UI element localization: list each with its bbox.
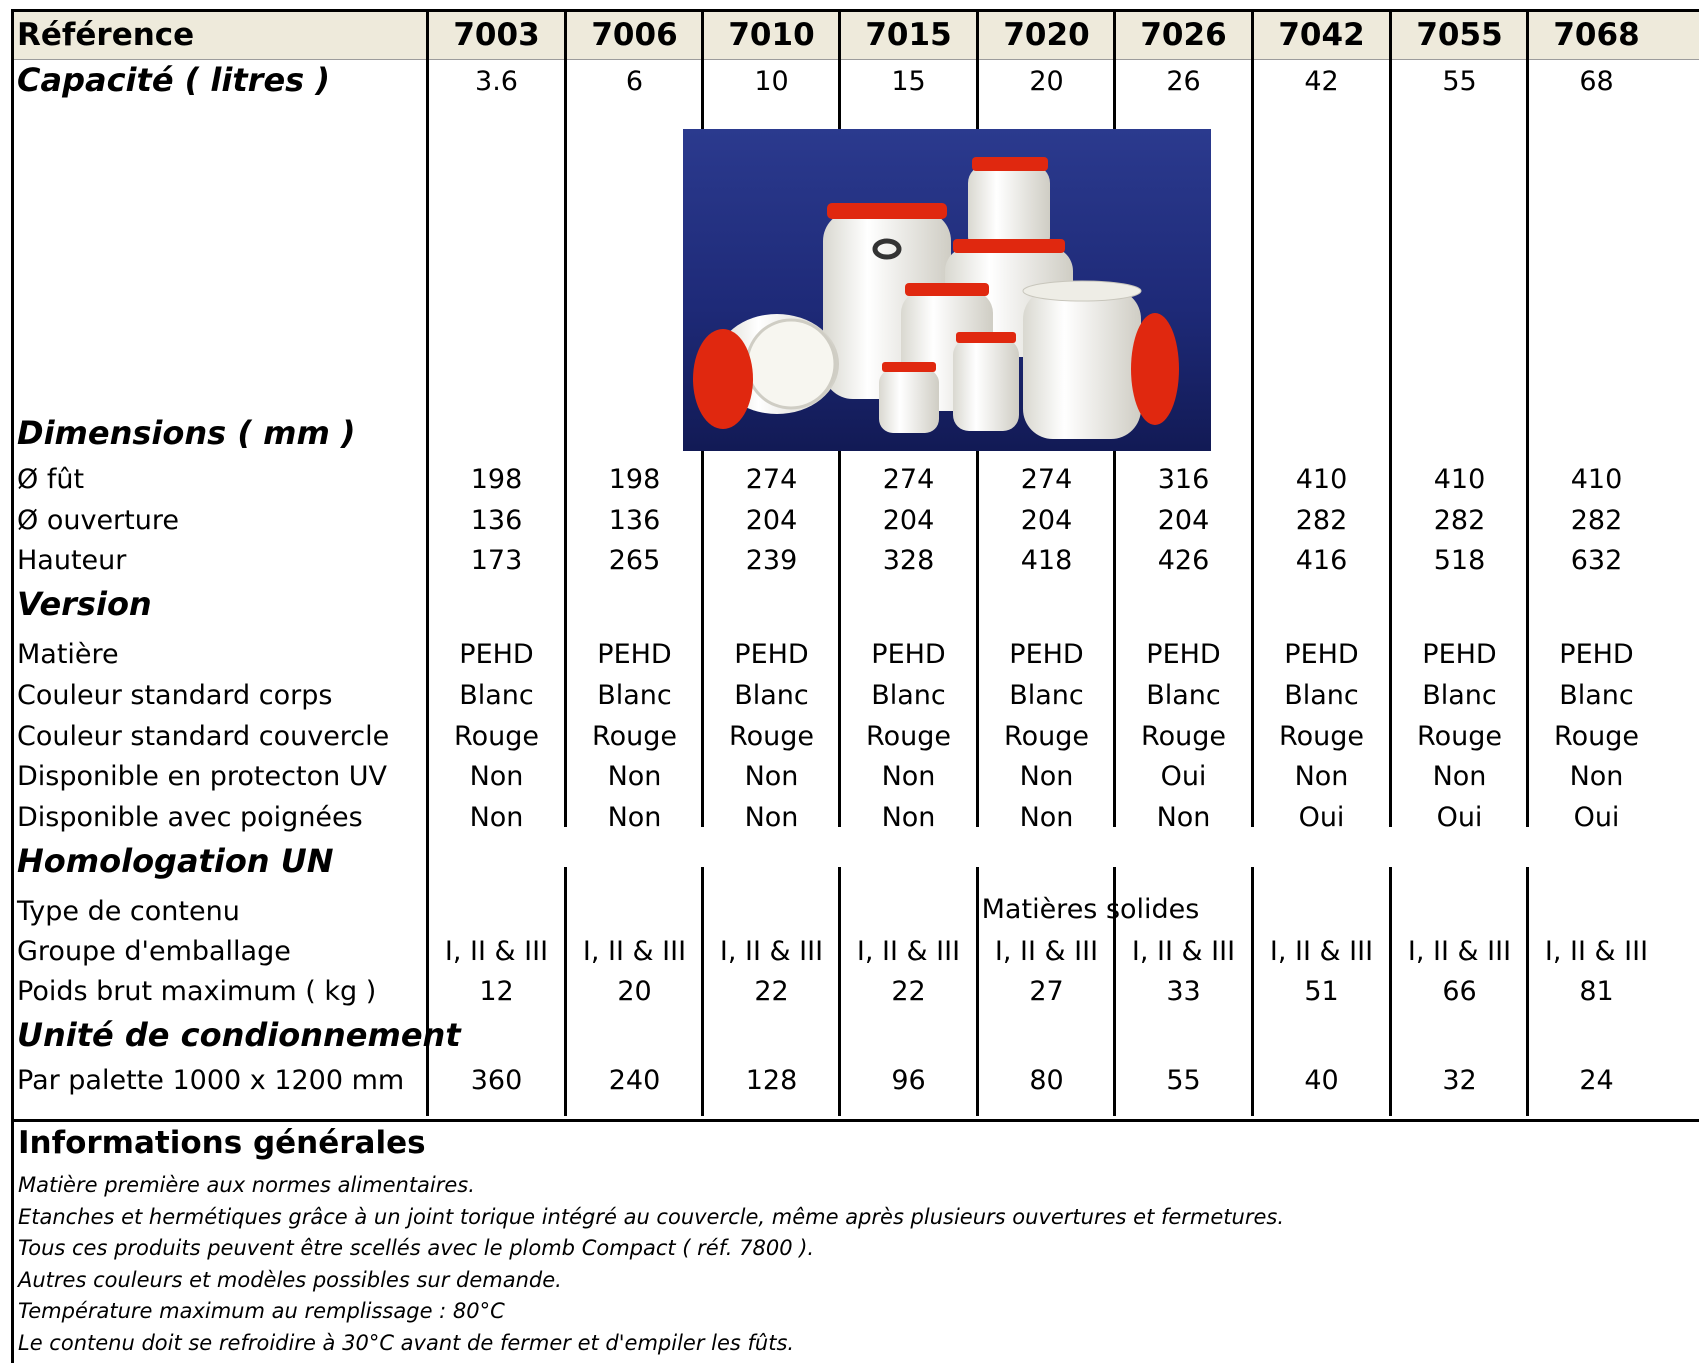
- cell-diam-ouverture: 282: [1433, 505, 1486, 536]
- general-info: [11, 1122, 1699, 1363]
- cell-couleur-couvercle: Rouge: [1417, 721, 1502, 752]
- cell-protection-uv: Non: [1019, 761, 1074, 792]
- cell-matiere: PEHD: [1284, 639, 1359, 670]
- info-line: Matière première aux normes alimentaires.: [18, 1173, 475, 1197]
- cell-capacite: 26: [1166, 66, 1201, 97]
- cell-capacite: 68: [1579, 66, 1614, 97]
- cell-couleur-corps: Blanc: [1422, 680, 1497, 711]
- cell-matiere: PEHD: [1146, 639, 1221, 670]
- section-title-version: Version: [17, 585, 152, 623]
- cell-poignees: Non: [881, 802, 936, 833]
- cell-diam-fut: 410: [1295, 464, 1348, 495]
- cell-groupe-emballage: I, II & III: [1269, 936, 1374, 967]
- cell-capacite: 55: [1442, 66, 1477, 97]
- cell-par-palette: 360: [470, 1065, 523, 1096]
- cell-poids-brut: 22: [891, 976, 926, 1007]
- cell-groupe-emballage: I, II & III: [1544, 936, 1649, 967]
- cell-par-palette: 128: [745, 1065, 798, 1096]
- cell-hauteur: 173: [470, 545, 523, 576]
- column-header: 7042: [1278, 17, 1365, 53]
- cell-diam-ouverture: 282: [1570, 505, 1623, 536]
- cell-couleur-couvercle: Rouge: [454, 721, 539, 752]
- cell-poids-brut: 22: [754, 976, 789, 1007]
- cell-diam-fut: 316: [1157, 464, 1210, 495]
- cell-capacite: 6: [625, 66, 644, 97]
- section-title-dimensions: Dimensions ( mm ): [17, 414, 356, 452]
- cell-par-palette: 40: [1304, 1065, 1339, 1096]
- info-line: Etanches et hermétiques grâce à un joint torique intégré au couvercle, même après plusieurs ouvertures et fermetures.: [18, 1205, 1285, 1229]
- cell-diam-ouverture: 204: [882, 505, 935, 536]
- cell-couleur-couvercle: Rouge: [1141, 721, 1226, 752]
- cell-diam-fut: 274: [1020, 464, 1073, 495]
- column-header: 7015: [865, 17, 952, 53]
- cell-couleur-corps: Blanc: [1559, 680, 1634, 711]
- cell-matiere: PEHD: [1559, 639, 1634, 670]
- cell-diam-fut: 410: [1433, 464, 1486, 495]
- info-title: Informations générales: [18, 1125, 426, 1161]
- cell-poids-brut: 33: [1166, 976, 1201, 1007]
- cell-par-palette: 55: [1166, 1065, 1201, 1096]
- row-label-hauteur: Hauteur: [17, 545, 127, 576]
- cell-diam-ouverture: 204: [1020, 505, 1073, 536]
- row-label-poids-brut: Poids brut maximum ( kg ): [17, 976, 377, 1007]
- cell-capacite: 20: [1029, 66, 1064, 97]
- cell-par-palette: 32: [1442, 1065, 1477, 1096]
- spec-table: [11, 9, 1699, 1122]
- info-line: Température maximum au remplissage : 80°C: [18, 1299, 505, 1323]
- cell-diam-fut: 410: [1570, 464, 1623, 495]
- cell-protection-uv: Non: [744, 761, 799, 792]
- cell-type-contenu: Matières solides: [981, 894, 1200, 925]
- cell-protection-uv: Non: [1569, 761, 1624, 792]
- cell-couleur-corps: Blanc: [1009, 680, 1084, 711]
- cell-hauteur: 426: [1157, 545, 1210, 576]
- cell-hauteur: 418: [1020, 545, 1073, 576]
- cell-couleur-corps: Blanc: [1284, 680, 1359, 711]
- row-label-matiere: Matière: [17, 639, 119, 670]
- cell-couleur-couvercle: Rouge: [592, 721, 677, 752]
- column-header: 7003: [453, 17, 540, 53]
- cell-par-palette: 240: [608, 1065, 661, 1096]
- column-header: 7026: [1140, 17, 1227, 53]
- row-label-protection-uv: Disponible en protecton UV: [17, 761, 388, 792]
- cell-matiere: PEHD: [734, 639, 809, 670]
- cell-par-palette: 96: [891, 1065, 926, 1096]
- cell-hauteur: 239: [745, 545, 798, 576]
- reference-label: Référence: [17, 17, 195, 53]
- cell-groupe-emballage: I, II & III: [444, 936, 549, 967]
- cell-matiere: PEHD: [1009, 639, 1084, 670]
- cell-par-palette: 24: [1579, 1065, 1614, 1096]
- cell-diam-fut: 274: [882, 464, 935, 495]
- cell-poignees: Non: [1019, 802, 1074, 833]
- cell-poids-brut: 81: [1579, 976, 1614, 1007]
- cell-protection-uv: Non: [469, 761, 524, 792]
- row-label-poignees: Disponible avec poignées: [17, 802, 363, 833]
- row-label-type-contenu: Type de contenu: [17, 896, 240, 927]
- cell-matiere: PEHD: [459, 639, 534, 670]
- cell-protection-uv: Oui: [1160, 761, 1207, 792]
- cell-protection-uv: Non: [881, 761, 936, 792]
- cell-hauteur: 265: [608, 545, 661, 576]
- cell-capacite: 15: [891, 66, 926, 97]
- section-title-capacite: Capacité ( litres ): [17, 61, 330, 99]
- cell-couleur-corps: Blanc: [871, 680, 946, 711]
- cell-groupe-emballage: I, II & III: [1131, 936, 1236, 967]
- row-label-groupe-emballage: Groupe d'emballage: [17, 936, 291, 967]
- info-line: Autres couleurs et modèles possibles sur demande.: [18, 1268, 562, 1292]
- cell-couleur-couvercle: Rouge: [866, 721, 951, 752]
- cell-par-palette: 80: [1029, 1065, 1064, 1096]
- cell-poids-brut: 27: [1029, 976, 1064, 1007]
- row-label-diam-ouverture: Ø ouverture: [17, 505, 179, 536]
- cell-couleur-couvercle: Rouge: [1554, 721, 1639, 752]
- cell-poignees: Oui: [1298, 802, 1345, 833]
- cell-protection-uv: Non: [607, 761, 662, 792]
- cell-hauteur: 328: [882, 545, 935, 576]
- cell-couleur-corps: Blanc: [597, 680, 672, 711]
- cell-couleur-corps: Blanc: [1146, 680, 1221, 711]
- cell-diam-ouverture: 136: [470, 505, 523, 536]
- cell-groupe-emballage: I, II & III: [856, 936, 961, 967]
- cell-diam-fut: 198: [470, 464, 523, 495]
- column-header: 7055: [1416, 17, 1503, 53]
- cell-poignees: Non: [607, 802, 662, 833]
- cell-diam-fut: 274: [745, 464, 798, 495]
- info-line: Le contenu doit se refroidire à 30°C avant de fermer et d'empiler les fûts.: [18, 1331, 795, 1355]
- cell-groupe-emballage: I, II & III: [719, 936, 824, 967]
- cell-couleur-couvercle: Rouge: [1004, 721, 1089, 752]
- cell-hauteur: 632: [1570, 545, 1623, 576]
- column-header: 7010: [728, 17, 815, 53]
- section-title-homologation: Homologation UN: [17, 842, 334, 880]
- cell-poids-brut: 66: [1442, 976, 1477, 1007]
- cell-diam-ouverture: 204: [1157, 505, 1210, 536]
- section-title-conditionnement: Unité de condionnement: [17, 1016, 461, 1054]
- cell-poignees: Oui: [1436, 802, 1483, 833]
- cell-couleur-corps: Blanc: [459, 680, 534, 711]
- cell-poignees: Oui: [1573, 802, 1620, 833]
- cell-diam-ouverture: 204: [745, 505, 798, 536]
- cell-protection-uv: Non: [1432, 761, 1487, 792]
- cell-groupe-emballage: I, II & III: [994, 936, 1099, 967]
- cell-matiere: PEHD: [1422, 639, 1497, 670]
- cell-groupe-emballage: I, II & III: [582, 936, 687, 967]
- cell-capacite: 10: [754, 66, 789, 97]
- cell-poignees: Non: [469, 802, 524, 833]
- cell-groupe-emballage: I, II & III: [1407, 936, 1512, 967]
- cell-poignees: Non: [744, 802, 799, 833]
- cell-couleur-couvercle: Rouge: [1279, 721, 1364, 752]
- cell-matiere: PEHD: [871, 639, 946, 670]
- cell-hauteur: 416: [1295, 545, 1348, 576]
- cell-couleur-couvercle: Rouge: [729, 721, 814, 752]
- cell-diam-ouverture: 282: [1295, 505, 1348, 536]
- cell-diam-fut: 198: [608, 464, 661, 495]
- merged-cell-background: [429, 827, 1699, 867]
- cell-hauteur: 518: [1433, 545, 1486, 576]
- row-label-couleur-corps: Couleur standard corps: [17, 680, 333, 711]
- cell-poignees: Non: [1156, 802, 1211, 833]
- row-label-par-palette: Par palette 1000 x 1200 mm: [17, 1065, 405, 1096]
- row-label-couleur-couvercle: Couleur standard couvercle: [17, 721, 390, 752]
- product-photo: [683, 129, 1211, 451]
- info-line: Tous ces produits peuvent être scellés avec le plomb Compact ( réf. 7800 ).: [18, 1236, 815, 1260]
- cell-poids-brut: 12: [479, 976, 514, 1007]
- column-header: 7068: [1553, 17, 1640, 53]
- cell-matiere: PEHD: [597, 639, 672, 670]
- cell-diam-ouverture: 136: [608, 505, 661, 536]
- cell-poids-brut: 51: [1304, 976, 1339, 1007]
- cell-capacite: 42: [1304, 66, 1339, 97]
- cell-couleur-corps: Blanc: [734, 680, 809, 711]
- cell-capacite: 3.6: [475, 66, 518, 97]
- column-header: 7020: [1003, 17, 1090, 53]
- row-label-diam-fut: Ø fût: [17, 464, 85, 495]
- cell-poids-brut: 20: [617, 976, 652, 1007]
- column-header: 7006: [591, 17, 678, 53]
- cell-protection-uv: Non: [1294, 761, 1349, 792]
